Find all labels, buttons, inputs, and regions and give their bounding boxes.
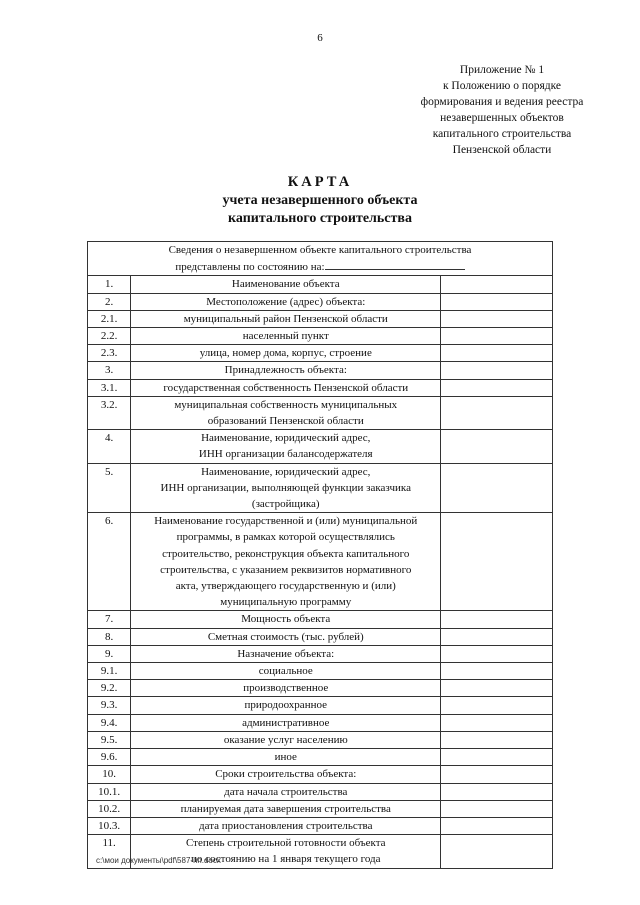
row-number: 2.3. — [88, 345, 131, 362]
table-row — [88, 463, 553, 513]
appendix-line: незавершенных объектов — [440, 112, 564, 124]
row-label — [131, 749, 441, 766]
row-label-line: Мощность объекта — [241, 613, 331, 626]
row-number: 9.4. — [88, 714, 131, 731]
row-value-cell[interactable] — [441, 835, 553, 868]
table-row — [88, 430, 553, 463]
row-value-cell[interactable] — [441, 628, 553, 645]
row-number: 9.2. — [88, 680, 131, 697]
title-main: КАРТА — [287, 174, 353, 190]
row-label — [131, 680, 441, 697]
row-label-line: Наименование, юридический адрес, — [201, 465, 371, 478]
table-row — [88, 276, 553, 293]
row-number: 8. — [88, 628, 131, 645]
row-number: 10.1. — [88, 783, 131, 800]
document-title — [0, 172, 640, 228]
row-label-line: государственная собственность Пензенской области — [163, 381, 409, 394]
table-row — [88, 362, 553, 379]
row-label — [131, 800, 441, 817]
row-number: 9.3. — [88, 697, 131, 714]
table-row — [88, 645, 553, 662]
row-label-line: строительство, реконструкция объекта капитального — [162, 547, 410, 560]
row-label-line: Степень строительной готовности объекта — [185, 837, 386, 850]
appendix-line: к Положению о порядке — [442, 80, 562, 92]
row-label — [131, 276, 441, 293]
row-label-line: оказание услуг населению — [223, 733, 348, 746]
row-number: 3. — [88, 362, 131, 379]
row-label-line: Наименование, юридический адрес, — [201, 432, 371, 445]
row-label — [131, 310, 441, 327]
row-number: 2. — [88, 293, 131, 310]
row-value-cell[interactable] — [441, 714, 553, 731]
row-value-cell[interactable] — [441, 663, 553, 680]
row-label-line: Наименование государственной и (или) муниципальной — [154, 515, 418, 528]
row-label — [131, 611, 441, 628]
row-label-line: дата приостановления строительства — [199, 819, 373, 832]
row-number: 7. — [88, 611, 131, 628]
table-row — [88, 766, 553, 783]
row-label — [131, 645, 441, 662]
row-label — [131, 379, 441, 396]
row-number: 9.5. — [88, 731, 131, 748]
row-label — [131, 731, 441, 748]
row-label-line: планируемая дата завершения строительства — [180, 802, 391, 815]
row-label — [131, 513, 441, 611]
table-row — [88, 310, 553, 327]
row-label-line: ИНН организации балансодержателя — [198, 448, 373, 461]
table-row — [88, 783, 553, 800]
row-value-cell[interactable] — [441, 328, 553, 345]
appendix-line: Приложение № 1 — [459, 64, 545, 76]
row-number: 10.3. — [88, 817, 131, 834]
row-number: 10. — [88, 766, 131, 783]
table-row — [88, 714, 553, 731]
row-value-cell[interactable] — [441, 783, 553, 800]
table-row — [88, 345, 553, 362]
row-number: 2.2. — [88, 328, 131, 345]
row-label-line: административное — [242, 716, 330, 729]
row-number: 4. — [88, 430, 131, 463]
appendix-line: капитального строительства — [432, 128, 572, 140]
row-label — [131, 396, 441, 429]
row-label-line: населенный пункт — [242, 330, 329, 343]
row-label — [131, 766, 441, 783]
row-label — [131, 697, 441, 714]
row-number: 6. — [88, 513, 131, 611]
row-label-line: дата начала строительства — [224, 785, 348, 798]
date-blank-field[interactable] — [325, 258, 465, 270]
row-label-line: по состоянию на 1 января текущего года — [191, 853, 381, 866]
row-label — [131, 783, 441, 800]
row-label — [131, 362, 441, 379]
row-value-cell[interactable] — [441, 293, 553, 310]
row-number: 2.1. — [88, 310, 131, 327]
table-row — [88, 680, 553, 697]
row-label-line: программы, в рамках которой осуществлялись — [176, 531, 395, 544]
row-label-line: Сроки строительства объекта: — [215, 768, 357, 781]
row-label-line: строительства, с указанием реквизитов нормативного — [160, 563, 412, 576]
row-number: 10.2. — [88, 800, 131, 817]
table-row — [88, 817, 553, 834]
row-label-line: муниципальную программу — [220, 596, 352, 609]
row-number: 9. — [88, 645, 131, 662]
row-label-line: образований Пензенской области — [207, 415, 364, 428]
row-label-line: иное — [274, 751, 297, 764]
card-table — [87, 241, 553, 869]
row-value-cell[interactable] — [441, 463, 553, 513]
row-label — [131, 628, 441, 645]
row-number: 5. — [88, 463, 131, 513]
table-row — [88, 611, 553, 628]
title-line-2: капитального строительства — [228, 211, 412, 226]
page-number: 6 — [317, 32, 323, 44]
title-line-1: учета незавершенного объекта — [222, 193, 418, 208]
footer-file-path: c:\мои документы\pdf\587-пп.docx — [96, 856, 221, 865]
table-header-cell — [88, 242, 553, 276]
row-label-line: ИНН организации, выполняющей функции заказчика — [160, 481, 411, 494]
header-line-1: Сведения о незавершенном объекте капитального строительства — [168, 244, 472, 256]
row-label-line: социальное — [258, 665, 313, 678]
row-label — [131, 345, 441, 362]
row-label — [131, 293, 441, 310]
appendix-line: Пензенской области — [452, 144, 552, 156]
row-value-cell[interactable] — [441, 276, 553, 293]
row-number: 3.2. — [88, 396, 131, 429]
row-value-cell[interactable] — [441, 345, 553, 362]
table-row — [88, 379, 553, 396]
row-value-cell[interactable] — [441, 749, 553, 766]
header-line-2 — [91, 258, 549, 275]
row-label — [131, 714, 441, 731]
row-number: 3.1. — [88, 379, 131, 396]
row-label-line: Принадлежность объекта: — [224, 364, 347, 377]
row-label-line: акта, утверждающего государственную и (или) — [175, 580, 396, 593]
row-value-cell[interactable] — [441, 513, 553, 611]
row-label — [131, 817, 441, 834]
row-value-cell[interactable] — [441, 396, 553, 429]
row-label — [131, 430, 441, 463]
row-label — [131, 463, 441, 513]
row-value-cell[interactable] — [441, 645, 553, 662]
table-row — [88, 697, 553, 714]
row-label-line: муниципальный район Пензенской области — [183, 312, 388, 325]
row-label-line: (застройщика) — [251, 498, 320, 511]
row-value-cell[interactable] — [441, 362, 553, 379]
appendix-block — [392, 62, 612, 158]
table-row — [88, 293, 553, 310]
row-label-line: Сметная стоимость (тыс. рублей) — [207, 630, 364, 643]
row-label-line: улица, номер дома, корпус, строение — [199, 347, 372, 360]
table-header-row — [88, 242, 553, 276]
row-number: 9.6. — [88, 749, 131, 766]
header-line-2-text: представлены по состоянию на: — [175, 261, 325, 274]
row-value-cell[interactable] — [441, 379, 553, 396]
row-label-line: производственное — [243, 682, 329, 695]
row-label-line: муниципальная собственность муниципальных — [174, 398, 398, 411]
row-value-cell[interactable] — [441, 800, 553, 817]
row-value-cell[interactable] — [441, 611, 553, 628]
table-row — [88, 663, 553, 680]
row-value-cell[interactable] — [441, 766, 553, 783]
appendix-line: формирования и ведения реестра — [420, 96, 584, 108]
row-label-line: Назначение объекта: — [237, 647, 335, 660]
row-number: 11. — [88, 835, 131, 868]
row-label-line: природоохранное — [244, 699, 327, 712]
row-value-cell[interactable] — [441, 430, 553, 463]
table-row — [88, 800, 553, 817]
row-value-cell[interactable] — [441, 731, 553, 748]
row-number: 1. — [88, 276, 131, 293]
row-label-line: Местоположение (адрес) объекта: — [206, 295, 366, 308]
table-row — [88, 328, 553, 345]
row-value-cell[interactable] — [441, 680, 553, 697]
table-row — [88, 513, 553, 611]
row-label-line: Наименование объекта — [231, 278, 340, 291]
row-value-cell[interactable] — [441, 697, 553, 714]
table-row — [88, 749, 553, 766]
table-row — [88, 628, 553, 645]
row-label — [131, 328, 441, 345]
row-label — [131, 663, 441, 680]
row-value-cell[interactable] — [441, 817, 553, 834]
table-row — [88, 731, 553, 748]
row-value-cell[interactable] — [441, 310, 553, 327]
table-row — [88, 396, 553, 429]
row-number: 9.1. — [88, 663, 131, 680]
